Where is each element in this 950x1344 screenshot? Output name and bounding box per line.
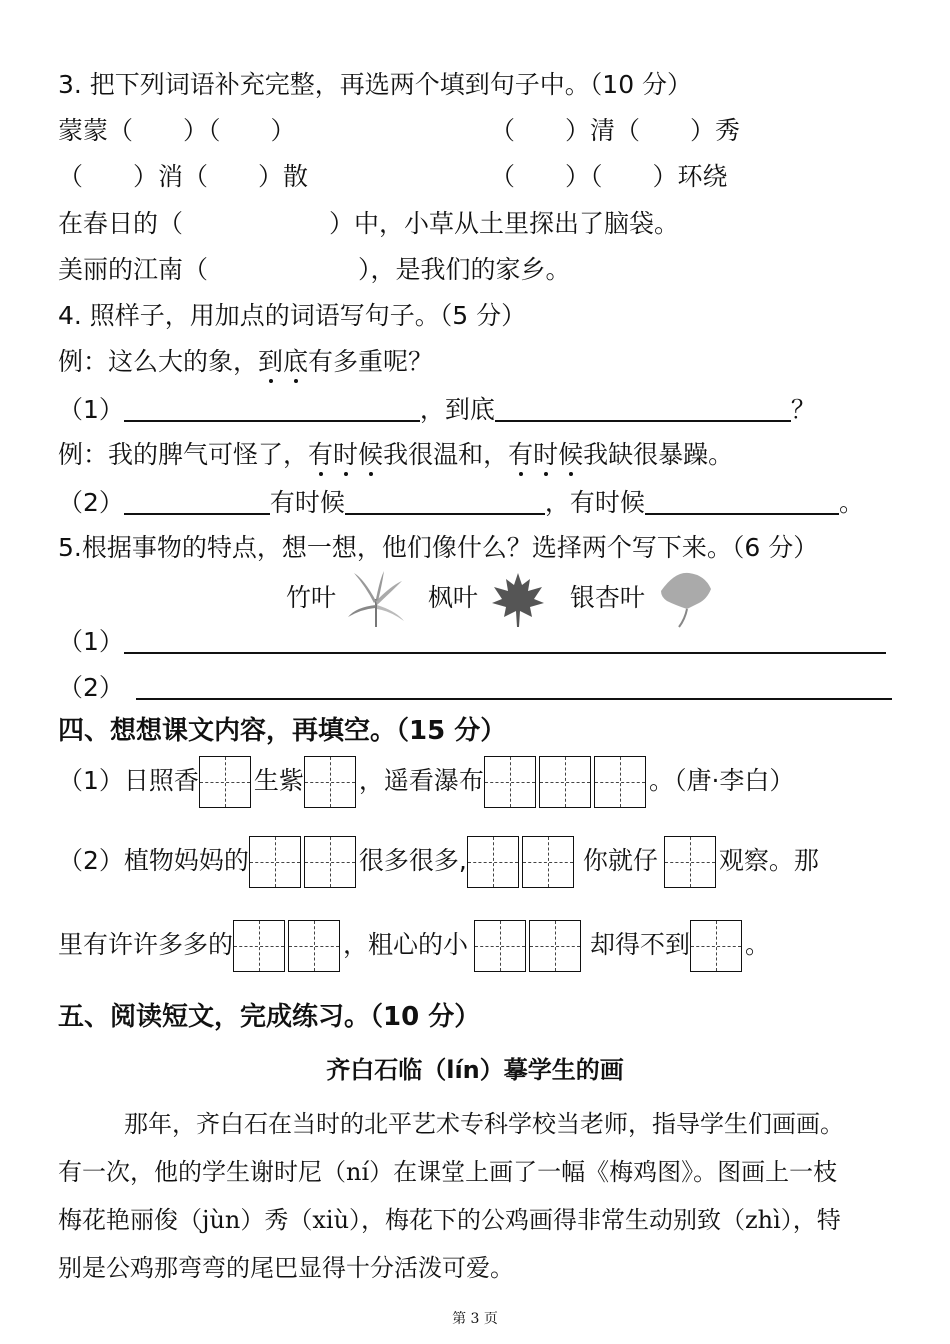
char-box[interactable] xyxy=(304,756,356,808)
dotted-char: 有 xyxy=(308,440,334,469)
sec4-line-2: （2）植物妈妈的 很多很多, 你就仔 观察。那 xyxy=(58,832,819,890)
answer-blank[interactable] xyxy=(345,485,545,515)
bamboo-leaf-icon xyxy=(346,569,406,629)
q3-title: 3. 把下列词语补充完整，再选两个填到句子中。（10 分） xyxy=(58,70,693,99)
answer-blank[interactable] xyxy=(645,485,839,515)
answer-blank[interactable] xyxy=(124,485,270,515)
dotted-char: 时 xyxy=(333,440,359,469)
q3-s1-end: ）中，小草从土里探出了脑袋。 xyxy=(329,209,680,238)
char-box[interactable] xyxy=(539,756,591,808)
sec4-line-1: （1）日照香 生紫 ，遥看瀑布 。（唐·李白） xyxy=(58,752,794,810)
q3-row1-left: 蒙蒙（ ）（ ） xyxy=(58,116,296,145)
q4-example-2: 例：我的脾气可怪了，有时候我很温和，有时候我缺很暴躁。 xyxy=(58,440,734,469)
char-box[interactable] xyxy=(233,920,285,972)
char-box[interactable] xyxy=(467,836,519,888)
answer-blank[interactable] xyxy=(124,624,886,654)
q5-title: 5.根据事物的特点，想一想，他们像什么？选择两个写下来。（6 分） xyxy=(58,533,819,562)
char-box[interactable] xyxy=(484,756,536,808)
char-box[interactable] xyxy=(522,836,574,888)
answer-blank[interactable] xyxy=(136,670,892,700)
answer-blank[interactable] xyxy=(495,392,791,422)
article-line: 有一次，他的学生谢时尼（ní）在课堂上画了一幅《梅鸡图》。图画上一枝 xyxy=(58,1158,838,1186)
q4-example-1: 例：这么大的象，到底有多重呢？ xyxy=(58,347,434,376)
q4-item-2: （2） 有时候 ，有时候 。 xyxy=(58,485,864,520)
article-line: 那年，齐白石在当时的北平艺术专科学校当老师，指导学生们画画。 xyxy=(124,1110,844,1138)
char-box[interactable] xyxy=(304,836,356,888)
q3-sentence-2 xyxy=(58,253,571,287)
article-line: 别是公鸡那弯弯的尾巴显得十分活泼可爱。 xyxy=(58,1254,514,1282)
q4-item-1: （1） ，到底 ？ xyxy=(58,392,816,427)
dotted-char: 候 xyxy=(358,440,384,469)
leaf-label-bamboo: 竹叶 xyxy=(286,583,337,612)
q5-leaves-row xyxy=(286,568,729,629)
q3-row2-right: （ ）（ ）环绕 xyxy=(490,162,728,191)
leaf-label-ginkgo: 银杏叶 xyxy=(569,583,645,612)
article-body xyxy=(58,1100,898,1292)
answer-blank[interactable] xyxy=(124,392,420,422)
q3-s2-start: 美丽的江南（ xyxy=(58,255,209,284)
leaf-label-maple: 枫叶 xyxy=(427,583,478,612)
char-box[interactable] xyxy=(249,836,301,888)
dotted-char: 候 xyxy=(558,440,584,469)
char-box[interactable] xyxy=(664,836,716,888)
q3-s2-end: ），是我们的家乡。 xyxy=(358,255,571,284)
page-number: 第 3 页 xyxy=(452,1311,498,1327)
dotted-char: 底 xyxy=(283,347,309,376)
char-box[interactable] xyxy=(690,920,742,972)
q3-row1-right: （ ）清（ ）秀 xyxy=(490,116,741,145)
maple-leaf-icon xyxy=(488,569,548,629)
q4-title: 4. 照样子，用加点的词语写句子。（5 分） xyxy=(58,301,527,330)
q3-sentence-1 xyxy=(58,207,679,241)
dotted-char: 有 xyxy=(508,440,534,469)
q5-item-2: （2） xyxy=(58,670,892,705)
sec4-line-3: 里有许许多多的 ，粗心的小 却得不到 。 xyxy=(58,916,770,974)
section-4-heading: 四、想想课文内容，再填空。（15 分） xyxy=(58,716,507,746)
char-box[interactable] xyxy=(474,920,526,972)
article-title: 齐白石临（lín）摹学生的画 xyxy=(326,1056,624,1084)
char-box[interactable] xyxy=(199,756,251,808)
char-box[interactable] xyxy=(288,920,340,972)
q3-row2-left: （ ）消（ ）散 xyxy=(58,162,309,191)
ginkgo-leaf-icon xyxy=(655,569,715,629)
section-5-heading: 五、阅读短文，完成练习。（10 分） xyxy=(58,1002,481,1032)
q5-item-1: （1） xyxy=(58,624,886,659)
article-line: 梅花艳丽俊（jùn）秀（xiù），梅花下的公鸡画得非常生动别致（zhì），特 xyxy=(58,1206,841,1234)
q3-s1-start: 在春日的（ xyxy=(58,209,184,238)
char-box[interactable] xyxy=(594,756,646,808)
char-box[interactable] xyxy=(529,920,581,972)
dotted-char: 时 xyxy=(533,440,559,469)
dotted-char: 到 xyxy=(258,347,284,376)
